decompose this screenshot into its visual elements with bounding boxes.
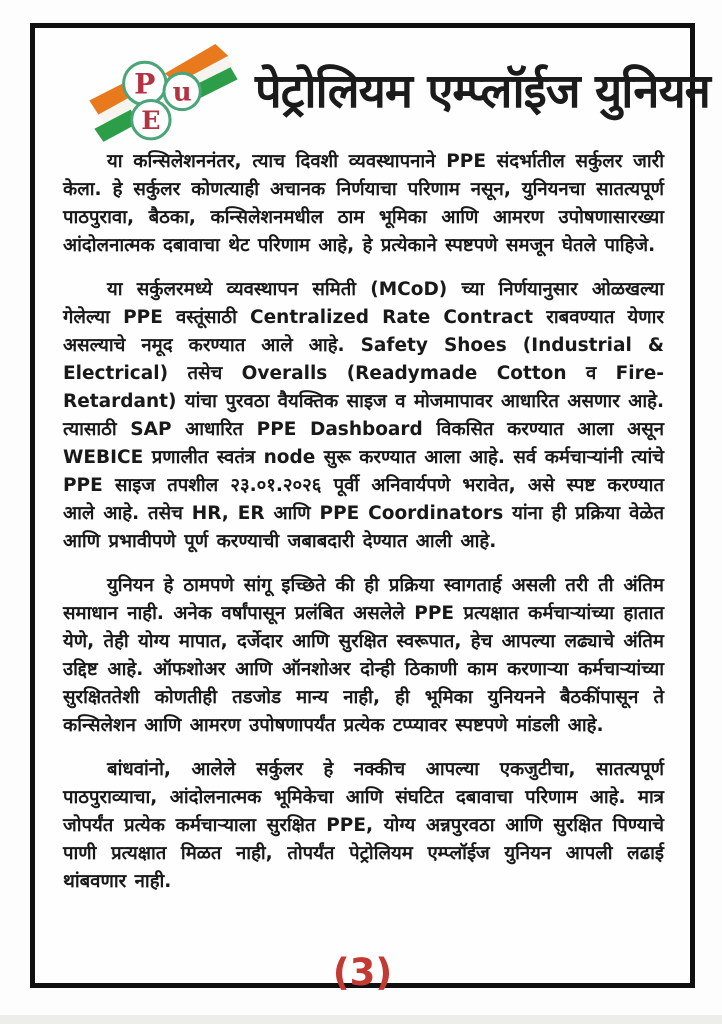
logo-letter-e: E [141, 104, 161, 135]
paragraph-3: युनियन हे ठामपणे सांगू इच्छिते की ही प्रक्रिया स्वागतार्ह असली तरी ती अंतिम समाधान नाही. अनेक वर्षांपासून प्रलंबित असलेले PPE प्रत्यक्षात कर्मचाऱ्यांच्या हातात येणे, तेही योग्य मापात, दर्जेदार आणि सुरक्षित स्वरूपात, हेच आपल्या लढ्याचे अंतिम उद्दिष्ट आहे. ऑफशोअर आणि ऑनशोअर दोन्ही ठिकाणी काम करणाऱ्या कर्मचाऱ्यांच्या सुरक्षिततेशी कोणतीही तडजोड मान्य नाही, ही भूमिका युनियनने बैठकींपासून ते कन्सिलेशन आणि आमरण उपोषणापर्यंत प्रत्येक टप्प्यावर स्पष्टपणे मांडली आहे. [63, 575, 664, 736]
scan-edge-strip [0, 1015, 722, 1024]
logo-letter-u: u [172, 76, 192, 108]
page-number: (3) [332, 951, 393, 994]
paragraph-2: या सर्कुलरमध्ये व्यवस्थापन समिती (MCoD) च्या निर्णयानुसार ओळखल्या गेलेल्या PPE वस्तूंसाठी Centralized Rate Contract राबवण्यात येणार असल्याचे नमूद करण्यात आले आहे. Safety Shoes (Industrial & Electrical) तसेच Overalls (Readymade Cotton व Fire-Retardant) यांचा पुरवठा वैयक्तिक साइज व मोजमापावर आधारित असणार आहे. त्यासाठी SAP आधारित PPE Dashboard विकसित करण्यात आला असून WEBICE प्रणालीत स्वतंत्र node सुरू करण्यात आला आहे. सर्व कर्मचाऱ्यांनी त्यांचे PPE साइज तपशील २३.०१.२०२६ पूर्वी अनिवार्यपणे भरावेत, असे स्पष्ट करण्यात आले आहे. तसेच HR, ER आणि PPE Coordinators यांना ही प्रक्रिया वेळेत आणि प्रभावीपणे पूर्ण करण्याची जबाबदारी देण्यात आली आहे. [63, 279, 664, 552]
paragraph-4: बांधवांनो, आलेले सर्कुलर हे नक्कीच आपल्या एकजुटीचा, सातत्यपूर्ण पाठपुराव्याचा, आंदोलनात्मक भूमिकेचा आणि संघटित दबावाचा परिणाम आहे. मात्र जोपर्यंत प्रत्येक कर्मचाऱ्याला सुरक्षित PPE, योग्य अन्नपुरवठा आणि सुरक्षित पिण्याचे पाणी प्रत्यक्षात मिळत नाही, तोपर्यंत पेट्रोलियम एम्प्लॉईज युनियन आपली लढाई थांबवणार नाही. [63, 759, 664, 892]
document-body [63, 148, 664, 912]
letterhead [83, 34, 710, 156]
org-title: पेट्रोलियम एम्प्लॉईज युनियन [255, 64, 710, 120]
union-logo-icon [83, 37, 251, 153]
logo-letter-p: P [134, 66, 156, 101]
paragraph-1: या कन्सिलेशननंतर, त्याच दिवशी व्यवस्थापनाने PPE संदर्भातील सर्कुलर जारी केला. हे सर्कुलर कोणत्याही अचानक निर्णयाचा परिणाम नसून, युनियनचा सातत्यपूर्ण पाठपुरावा, बैठका, कन्सिलेशनमधील ठाम भूमिका आणि आमरण उपोषणासारख्या आंदोलनात्मक दबावाचा थेट परिणाम आहे, हे प्रत्येकाने स्पष्टपणे समजून घेतले पाहिजे. [63, 151, 664, 256]
document-frame [30, 23, 710, 994]
